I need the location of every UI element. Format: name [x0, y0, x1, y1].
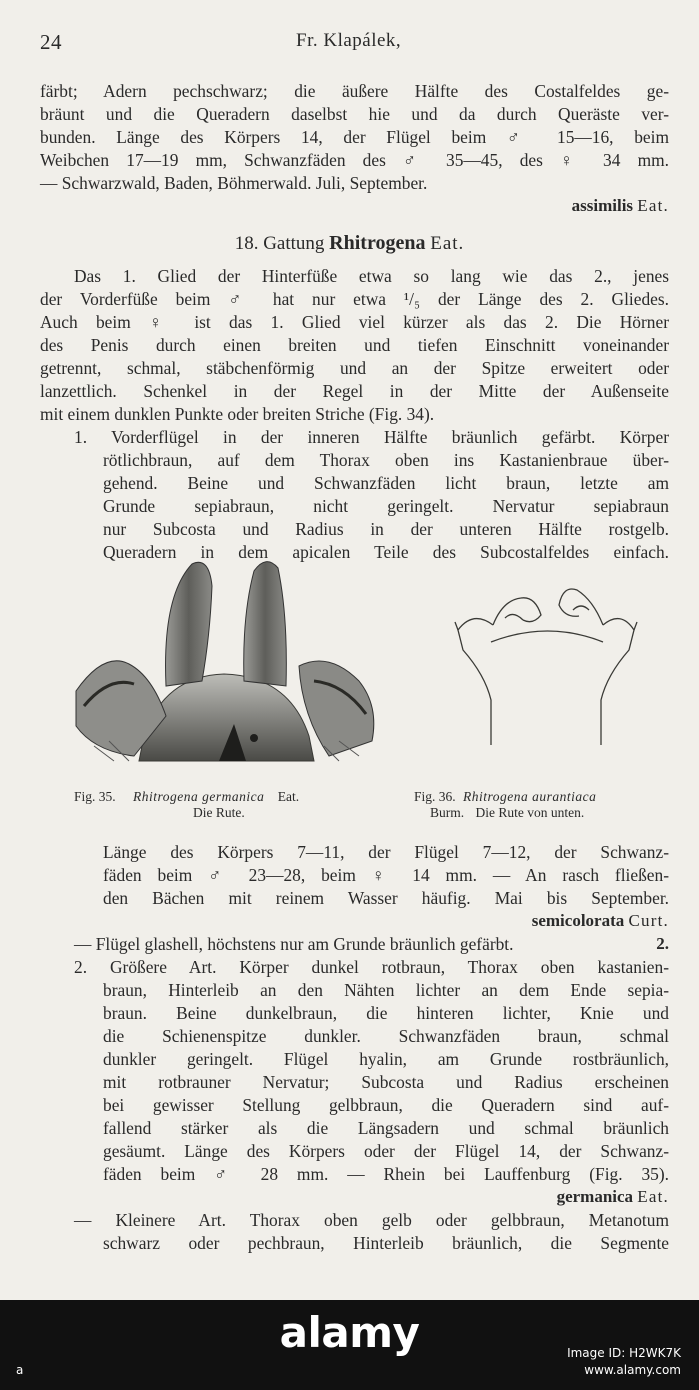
text-line: nur Subcosta und Radius in der unteren Hälfte rostgelb.: [103, 519, 669, 539]
species-name-semicolorata: [532, 911, 669, 931]
page-number: 24: [40, 30, 62, 54]
text-line: gehend. Beine und Schwanzfäden licht braun, letzte am: [103, 473, 669, 493]
text-line: fallend stärker als die Längsadern und schmal bräunlich: [103, 1118, 669, 1138]
species-name: semicolorata: [531, 911, 625, 930]
figure-36-author: Burm.: [430, 805, 465, 820]
species-author: Eat.: [637, 1187, 669, 1206]
figure-36-subcaption: Die Rute von unten.: [475, 805, 585, 820]
text-line: bräunt und die Queradern daselbst hie und da durch Queräste ver-: [40, 104, 669, 124]
text-line: braun. Beine dunkelbraun, die hinteren lichter, Knie und: [103, 1003, 669, 1023]
figure-36-caption: [414, 789, 596, 805]
text-line: schwarz oder pechbraun, Hinterleib bräunlich, die Segmente: [103, 1233, 669, 1253]
text-line: Auch beim ♀ ist das 1. Glied viel kürzer als das 2. Die Hörner: [40, 312, 669, 332]
text-line: des Penis durch einen breiten und tiefen Einschnitt voneinander: [40, 335, 669, 355]
figure-36-species: Rhitrogena aurantiaca: [463, 789, 597, 804]
text-line: Länge des Körpers 7—11, der Flügel 7—12, der Schwanz-: [103, 842, 669, 862]
text-line: bunden. Länge des Körpers 14, der Flügel beim ♂ 15—16, beim: [40, 127, 669, 147]
figure-35-subcaption: Die Rute.: [193, 805, 245, 820]
text-line: mit rotbrauner Nervatur; Subcosta und Radius erscheinen: [103, 1072, 669, 1092]
running-header-author: Fr. Klapálek,: [296, 30, 402, 51]
watermark-left-text: a: [16, 1363, 24, 1377]
text-line: 1. Vorderflügel in der inneren Hälfte bräunlich gefärbt. Körper: [74, 427, 669, 447]
species-author: Eat.: [637, 196, 669, 215]
alamy-logo: alamy: [279, 1308, 420, 1357]
text-line: fäden beim ♂ 23—28, beim ♀ 14 mm. — An rasch fließen-: [103, 865, 669, 885]
text-line: den Bächen mit reinem Wasser häufig. Mai bis September.: [103, 888, 669, 908]
text-line: die Schienenspitze dunkler. Schwanzfäden braun, schmal: [103, 1026, 669, 1046]
figure-36-label: Fig. 36.: [414, 789, 456, 804]
figure-35-caption: [74, 789, 299, 805]
text-line: braun, Hinterleib an den Nähten lichter an dem Ende sepia-: [103, 980, 669, 1000]
figure-35-drawing: [74, 556, 384, 776]
species-author: Curt.: [628, 911, 669, 930]
text-line: Queradern in dem apicalen Teile des Subcostalfeldes einfach.: [103, 542, 669, 562]
figure-35-label: Fig. 35.: [74, 789, 116, 804]
genus-heading: [0, 232, 699, 255]
figure-36-drawing: [453, 580, 643, 750]
genus-heading-prefix: 18. Gattung: [234, 233, 325, 254]
text-line: Weibchen 17—19 mm, Schwanzfäden des ♂ 35—45, des ♀ 34 mm.: [40, 150, 669, 170]
text-line: mit einem dunklen Punkte oder breiten Striche (Fig. 34).: [40, 404, 435, 424]
text-line: Grunde sepiabraun, nicht geringelt. Nervatur sepiabraun: [103, 496, 669, 516]
text-line: — Schwarzwald, Baden, Böhmerwald. Juli, September.: [40, 173, 428, 193]
text-line: der Vorderfüße beim ♂ hat nur etwa ¹/₅ der Länge des 2. Gliedes.: [40, 289, 669, 309]
figure-35-species: Rhitrogena germanica: [133, 789, 265, 804]
genus-heading-author: Eat.: [430, 233, 465, 254]
key-alternative-1: — Flügel glashell, höchstens nur am Grunde bräunlich gefärbt.: [74, 934, 514, 954]
watermark-image-id: Image ID: H2WK7K: [567, 1346, 681, 1360]
species-name-germanica: [557, 1187, 669, 1207]
text-line: — Kleinere Art. Thorax oben gelb oder gelbbraun, Metanotum: [74, 1210, 669, 1230]
species-name: assimilis: [571, 196, 634, 215]
text-line: fäden beim ♂ 28 mm. — Rhein bei Lauffenburg (Fig. 35).: [103, 1164, 669, 1184]
species-name-assimilis: [572, 196, 669, 216]
species-name: germanica: [556, 1187, 634, 1206]
text-line: gesäumt. Länge des Körpers oder der Flügel 14, der Schwanz-: [103, 1141, 669, 1161]
text-line: Das 1. Glied der Hinterfüße etwa so lang wie das 2., jenes: [74, 266, 669, 286]
genus-heading-name: Rhitrogena: [329, 232, 426, 254]
text-line: 2. Größere Art. Körper dunkel rotbraun, Thorax oben kastanien-: [74, 957, 669, 977]
key-reference: 2.: [656, 934, 669, 953]
figure-36-subcaption-line: [430, 805, 584, 821]
text-line: lanzettlich. Schenkel in der Regel in der Mitte der Außenseite: [40, 381, 669, 401]
text-line: rötlichbraun, auf dem Thorax oben ins Kastanienbraue über-: [103, 450, 669, 470]
text-line: getrennt, schmal, stäbchenförmig und an der Spitze erweitert oder: [40, 358, 669, 378]
text-line: färbt; Adern pechschwarz; die äußere Hälfte des Costalfeldes ge-: [40, 81, 669, 101]
text-line: bei gewisser Stellung gelbbraun, die Queradern sind auf-: [103, 1095, 669, 1115]
text-line: dunkler geringelt. Flügel hyalin, am Grunde rostbräunlich,: [103, 1049, 669, 1069]
figure-35-author: Eat.: [277, 789, 300, 804]
watermark-url: www.alamy.com: [584, 1363, 681, 1377]
